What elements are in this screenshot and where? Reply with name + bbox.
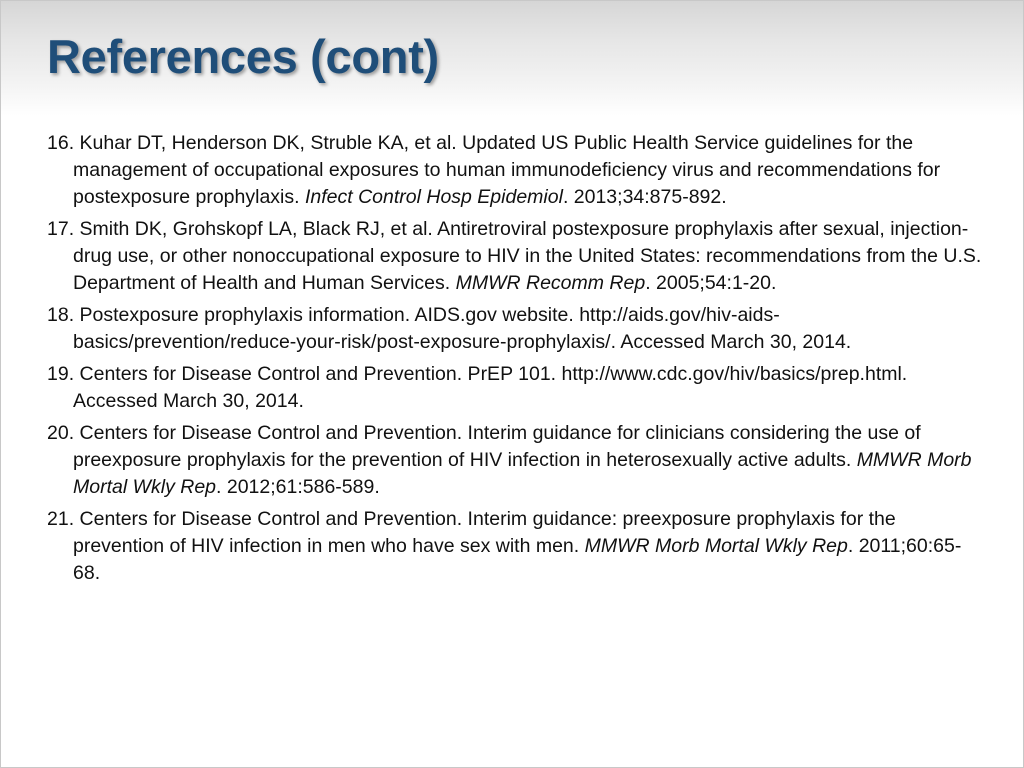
- reference-item-20: [47, 420, 987, 501]
- reference-number: 18.: [47, 304, 75, 326]
- reference-tail: . 2013;34:875-892.: [562, 186, 727, 208]
- reference-number: 19.: [47, 363, 75, 385]
- reference-item-18: [47, 302, 987, 356]
- reference-text: Postexposure prophylaxis information. AIDS.gov website. http://aids.gov/hiv-aids-basics/prevention/reduce-your-risk/post-exposure-prophylaxis/. Accessed March 30, 2014.: [73, 304, 852, 353]
- slide-title: References (cont): [47, 30, 439, 83]
- reference-item-16: [47, 130, 987, 211]
- reference-journal: Infect Control Hosp Epidemiol: [304, 186, 563, 208]
- reference-number: 20.: [47, 422, 75, 444]
- reference-number: 21.: [47, 508, 75, 530]
- reference-text: Smith DK, Grohskopf LA, Black RJ, et al. Antiretroviral postexposure prophylaxis after sexual, injection-drug use, or other nonoccupational exposure to HIV in the United States: recommendations from the U.S. Department of Health and Human Services.: [73, 218, 982, 294]
- reference-number: 16.: [47, 132, 75, 154]
- reference-journal: MMWR Morb Mortal Wkly Rep: [73, 449, 972, 498]
- reference-tail: . 2005;54:1-20.: [645, 272, 777, 294]
- reference-text: Centers for Disease Control and Prevention. Interim guidance: preexposure prophylaxis for the prevention of HIV infection in men who have sex with men.: [73, 508, 896, 557]
- reference-item-21: [47, 506, 987, 587]
- reference-journal: MMWR Recomm Rep: [455, 272, 646, 294]
- reference-tail: . 2011;60:65-68.: [73, 535, 962, 584]
- reference-text: Centers for Disease Control and Prevention. PrEP 101. http://www.cdc.gov/hiv/basics/prep.html. Accessed March 30, 2014.: [73, 363, 908, 412]
- reference-text: Kuhar DT, Henderson DK, Struble KA, et al. Updated US Public Health Service guidelines for the management of occupational exposures to human immunodeficiency virus and recommendations for postexposure prophylaxis.: [73, 132, 941, 208]
- reference-text: Centers for Disease Control and Prevention. Interim guidance for clinicians considering the use of preexposure prophylaxis for the prevention of HIV infection in heterosexually active adults.: [73, 422, 921, 471]
- reference-item-17: [47, 216, 987, 297]
- reference-item-19: [47, 361, 987, 415]
- reference-journal: MMWR Morb Mortal Wkly Rep: [584, 535, 848, 557]
- reference-list: [47, 130, 987, 592]
- reference-tail: . 2012;61:586-589.: [216, 476, 380, 498]
- reference-number: 17.: [47, 218, 75, 240]
